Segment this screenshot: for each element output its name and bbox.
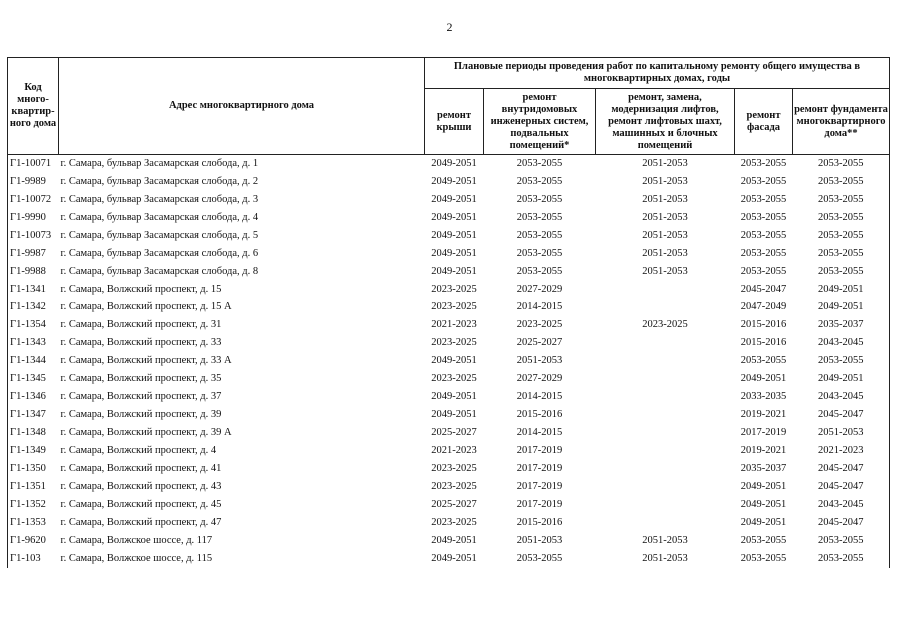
cell-address: г. Самара, Волжский проспект, д. 15 [60,283,222,295]
cell-engineering: 2053-2055 [516,247,563,259]
cell-roof: 2025-2027 [431,498,477,510]
cell-code: Г1-1351 [8,478,59,496]
cell-foundation: 2045-2047 [793,514,890,532]
table-row [8,388,890,406]
cell-address: г. Самара, Волжский проспект, д. 15 А [60,301,232,313]
cell-code: Г1-1346 [8,388,59,406]
cell-address: г. Самара, бульвар Засамарская слобода, д. 1 [60,157,259,169]
cell-engineering: 2053-2055 [516,552,563,564]
cell-foundation: 2049-2051 [793,299,890,317]
cell-foundation: 2053-2055 [793,155,890,173]
table-row [8,496,890,514]
cell-roof: 2049-2051 [431,247,477,259]
cell-address: г. Самара, Волжское шоссе, д. 115 [60,552,213,564]
cell-code: Г1-9988 [8,263,59,281]
cell-code: Г1-1348 [8,424,59,442]
header-roof: ремонт крыши [425,89,484,155]
cell-elevators [596,406,735,424]
cell-code: Г1-10071 [8,155,59,173]
cell-facade: 2049-2051 [740,480,787,492]
cell-foundation: 2045-2047 [793,406,890,424]
cell-facade: 2053-2055 [740,355,787,367]
cell-elevators: 2051-2053 [642,229,688,241]
cell-facade: 2017-2019 [740,427,787,439]
cell-foundation: 2053-2055 [793,191,890,209]
cell-elevators [596,352,735,370]
cell-roof: 2023-2025 [431,462,477,474]
cell-address: г. Самара, Волжский проспект, д. 47 [60,516,222,528]
table-row [8,245,890,263]
cell-address: г. Самара, Волжский проспект, д. 33 А [60,355,232,367]
cell-engineering: 2053-2055 [516,157,563,169]
cell-roof: 2049-2051 [431,391,477,403]
header-address: Адрес многоквартирного дома [59,58,425,155]
cell-address: г. Самара, Волжский проспект, д. 37 [60,391,222,403]
cell-roof: 2025-2027 [431,427,477,439]
cell-foundation: 2053-2055 [793,263,890,281]
cell-roof: 2021-2023 [431,319,477,331]
table-row [8,299,890,317]
cell-engineering: 2017-2019 [516,444,563,456]
cell-elevators: 2051-2053 [642,534,688,546]
table-row [8,442,890,460]
cell-engineering: 2015-2016 [516,409,563,421]
cell-address: г. Самара, бульвар Засамарская слобода, д. 5 [60,229,259,241]
cell-facade: 2047-2049 [740,301,787,313]
cell-foundation: 2045-2047 [793,460,890,478]
cell-facade: 2053-2055 [740,193,787,205]
cell-engineering: 2015-2016 [516,516,563,528]
cell-foundation: 2053-2055 [793,532,890,550]
cell-engineering: 2051-2053 [516,355,563,367]
cell-facade: 2049-2051 [740,373,787,385]
cell-code: Г1-1344 [8,352,59,370]
cell-code: Г1-1354 [8,316,59,334]
table-row [8,209,890,227]
cell-facade: 2033-2035 [740,391,787,403]
cell-foundation: 2043-2045 [793,496,890,514]
table-row [8,370,890,388]
cell-roof: 2023-2025 [431,337,477,349]
cell-roof: 2049-2051 [431,409,477,421]
cell-address: г. Самара, Волжский проспект, д. 39 [60,409,222,421]
cell-code: Г1-1347 [8,406,59,424]
table-row [8,334,890,352]
cell-engineering: 2017-2019 [516,498,563,510]
cell-address: г. Самара, Волжский проспект, д. 45 [60,498,222,510]
cell-elevators: 2051-2053 [642,175,688,187]
cell-facade: 2015-2016 [740,337,787,349]
capital-repair-schedule-table [7,57,890,568]
cell-facade: 2049-2051 [740,516,787,528]
cell-facade: 2015-2016 [740,319,787,331]
cell-elevators [596,370,735,388]
cell-engineering: 2014-2015 [516,301,563,313]
cell-engineering: 2053-2055 [516,193,563,205]
cell-facade: 2019-2021 [740,444,787,456]
table-row [8,155,890,173]
cell-engineering: 2027-2029 [516,283,563,295]
cell-elevators [596,496,735,514]
header-elevators: ремонт, замена, модернизация лифтов, ремонт лифтовых шахт, машинных и блочных помещений [596,89,735,155]
cell-code: Г1-1342 [8,299,59,317]
cell-elevators [596,442,735,460]
cell-engineering: 2023-2025 [516,319,563,331]
table-row [8,550,890,568]
cell-facade: 2053-2055 [740,211,787,223]
cell-elevators [596,299,735,317]
cell-roof: 2023-2025 [431,516,477,528]
cell-address: г. Самара, Волжское шоссе, д. 117 [60,534,213,546]
cell-address: г. Самара, Волжский проспект, д. 31 [60,319,222,331]
table-header [8,58,890,155]
cell-engineering: 2053-2055 [516,265,563,277]
cell-engineering: 2025-2027 [516,337,563,349]
cell-engineering: 2017-2019 [516,480,563,492]
cell-foundation: 2051-2053 [793,424,890,442]
cell-elevators: 2051-2053 [642,265,688,277]
cell-code: Г1-9987 [8,245,59,263]
cell-facade: 2035-2037 [740,462,787,474]
cell-foundation: 2053-2055 [793,209,890,227]
cell-address: г. Самара, Волжский проспект, д. 43 [60,480,222,492]
table-row [8,532,890,550]
cell-elevators [596,478,735,496]
cell-code: Г1-10072 [8,191,59,209]
cell-facade: 2053-2055 [740,552,787,564]
cell-elevators [596,514,735,532]
cell-foundation: 2053-2055 [793,550,890,568]
cell-roof: 2049-2051 [431,211,477,223]
table-row [8,281,890,299]
cell-engineering: 2053-2055 [516,229,563,241]
cell-facade: 2053-2055 [740,265,787,277]
cell-foundation: 2045-2047 [793,478,890,496]
cell-engineering: 2014-2015 [516,427,563,439]
cell-engineering: 2017-2019 [516,462,563,474]
cell-elevators: 2051-2053 [642,157,688,169]
cell-roof: 2023-2025 [431,373,477,385]
cell-code: Г1-103 [8,550,59,568]
cell-engineering: 2053-2055 [516,211,563,223]
cell-code: Г1-9620 [8,532,59,550]
cell-foundation: 2043-2045 [793,388,890,406]
cell-facade: 2049-2051 [740,498,787,510]
cell-elevators [596,334,735,352]
table-row [8,191,890,209]
cell-roof: 2049-2051 [431,175,477,187]
cell-roof: 2049-2051 [431,552,477,564]
table-row [8,424,890,442]
cell-roof: 2023-2025 [431,480,477,492]
cell-elevators: 2051-2053 [642,552,688,564]
cell-elevators: 2051-2053 [642,211,688,223]
cell-code: Г1-1349 [8,442,59,460]
cell-foundation: 2021-2023 [793,442,890,460]
table-body [8,155,890,568]
cell-code: Г1-1343 [8,334,59,352]
cell-address: г. Самара, бульвар Засамарская слобода, д. 3 [60,193,259,205]
cell-address: г. Самара, Волжский проспект, д. 35 [60,373,222,385]
cell-address: г. Самара, Волжский проспект, д. 33 [60,337,222,349]
cell-foundation: 2053-2055 [793,245,890,263]
cell-engineering: 2014-2015 [516,391,563,403]
cell-address: г. Самара, бульвар Засамарская слобода, д. 6 [60,247,259,259]
cell-elevators: 2051-2053 [642,193,688,205]
cell-facade: 2053-2055 [740,157,787,169]
cell-roof: 2049-2051 [431,265,477,277]
cell-code: Г1-1352 [8,496,59,514]
cell-elevators [596,388,735,406]
cell-facade: 2045-2047 [740,283,787,295]
table-row [8,352,890,370]
cell-elevators [596,460,735,478]
cell-roof: 2023-2025 [431,301,477,313]
cell-elevators [596,281,735,299]
cell-code: Г1-9989 [8,173,59,191]
cell-roof: 2021-2023 [431,444,477,456]
cell-code: Г1-1350 [8,460,59,478]
cell-foundation: 2053-2055 [793,227,890,245]
cell-engineering: 2051-2053 [516,534,563,546]
header-engineering: ремонт внутридомовых инженерных систем, подвальных помещений* [484,89,596,155]
header-code: Код много-квартир-ного дома [8,58,59,155]
cell-roof: 2049-2051 [431,193,477,205]
table-row [8,316,890,334]
cell-code: Г1-1341 [8,281,59,299]
table-row [8,173,890,191]
cell-facade: 2019-2021 [740,409,787,421]
header-planned-periods: Плановые периоды проведения работ по капитальному ремонту общего имущества в многоквартирных домах, годы [425,58,890,89]
page-number: 2 [446,20,453,34]
table-row [8,406,890,424]
table-row [8,478,890,496]
cell-code: Г1-9990 [8,209,59,227]
cell-elevators [596,424,735,442]
header-foundation: ремонт фундамента многоквартирного дома** [793,89,890,155]
cell-address: г. Самара, Волжский проспект, д. 41 [60,462,222,474]
cell-code: Г1-1353 [8,514,59,532]
cell-roof: 2049-2051 [431,229,477,241]
cell-roof: 2023-2025 [431,283,477,295]
cell-elevators: 2023-2025 [642,319,688,331]
cell-roof: 2049-2051 [431,534,477,546]
table-row [8,227,890,245]
table-row [8,460,890,478]
cell-address: г. Самара, бульвар Засамарская слобода, д. 2 [60,175,259,187]
cell-elevators: 2051-2053 [642,247,688,259]
cell-foundation: 2049-2051 [793,281,890,299]
cell-roof: 2049-2051 [431,355,477,367]
cell-code: Г1-1345 [8,370,59,388]
cell-facade: 2053-2055 [740,229,787,241]
table-row [8,514,890,532]
cell-roof: 2049-2051 [431,157,477,169]
cell-facade: 2053-2055 [740,534,787,546]
cell-address: г. Самара, бульвар Засамарская слобода, д. 8 [60,265,259,277]
cell-foundation: 2049-2051 [793,370,890,388]
cell-facade: 2053-2055 [740,175,787,187]
cell-address: г. Самара, Волжский проспект, д. 4 [60,444,217,456]
header-facade: ремонт фасада [735,89,793,155]
cell-foundation: 2053-2055 [793,173,890,191]
cell-code: Г1-10073 [8,227,59,245]
cell-foundation: 2035-2037 [793,316,890,334]
cell-foundation: 2043-2045 [793,334,890,352]
cell-foundation: 2053-2055 [793,352,890,370]
cell-engineering: 2027-2029 [516,373,563,385]
cell-engineering: 2053-2055 [516,175,563,187]
cell-address: г. Самара, Волжский проспект, д. 39 А [60,427,232,439]
cell-address: г. Самара, бульвар Засамарская слобода, д. 4 [60,211,259,223]
cell-facade: 2053-2055 [740,247,787,259]
table-row [8,263,890,281]
